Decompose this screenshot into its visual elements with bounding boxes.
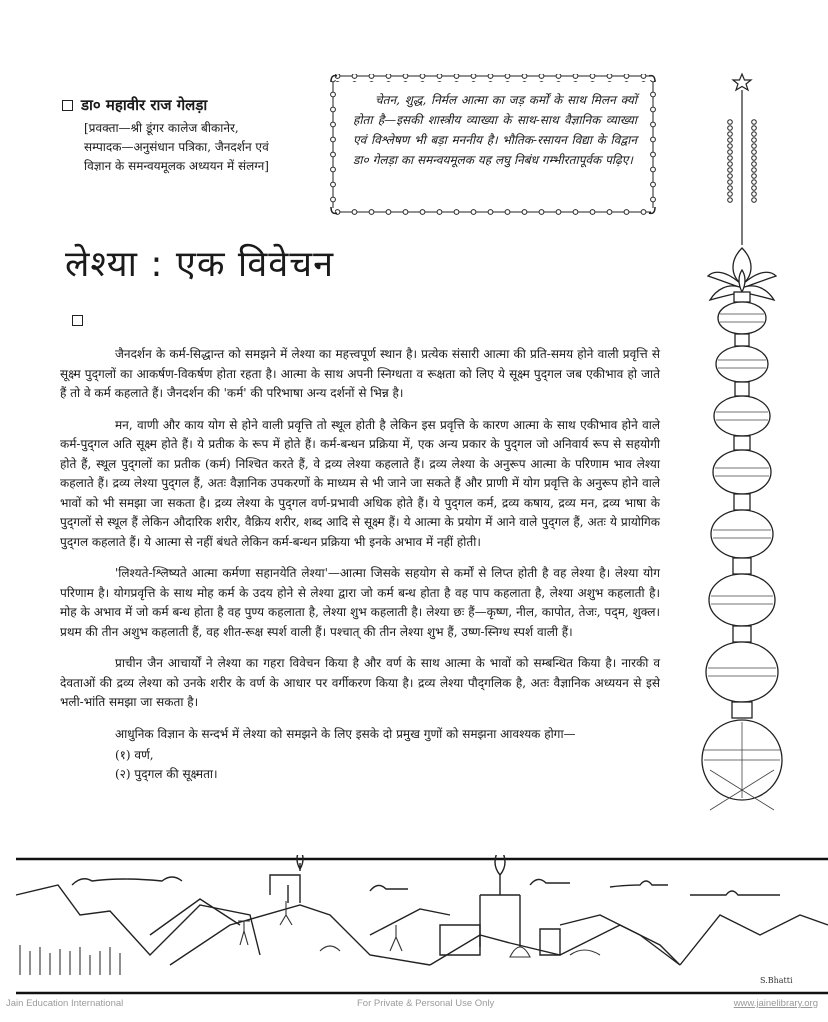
- paragraph: 'लिश्यते-श्लिष्यते आत्मा कर्मणा सहानयेति लेश्या'—आत्मा जिसके सहयोग से कर्मों से लिप्त होती है वह लेश्या है। लेश्या योग परिणाम है। योगप्रवृत्ति के साथ मोह कर्म के उदय होने से लेश्या द्वारा जो कर्म बन्ध होता है वह पाप कहलाता है, लेश्या अशुभ कहलाती है। मोह के अभाव में जो कर्म बन्ध होता है वह पुण्य कहलाता है, लेश्या शुभ कहलाती है। लेश्या छः हैं—कृष्ण, नील, कापोत, तेजः, पद्‌म, शुक्ल। प्रथम की तीन अशुभ कहलाती हैं, वह शीत-रूक्ष स्पर्श वाली हैं। पश्चात् की तीन लेश्या शुभ हैं, उष्ण-स्निग्ध स्पर्श वाली हैं।: [60, 566, 660, 639]
- page-footer: [0, 996, 828, 1016]
- paragraph: प्राचीन जैन आचार्यों ने लेश्या का गहरा विवेचन किया है और वर्ण के साथ आत्मा के भावों को सम्बन्धित किया है। नारकी व देवताओं की द्रव्य लेश्या को उनके शरीर के वर्ण के आधार पर वर्गीकरण किया है। द्रव्य लेश्या पौद्‌गलिक है, अतः वैज्ञानिक अध्ययन से इसे भली-भांति समझा जा सकता है।: [60, 656, 660, 709]
- lamp-pillar-illustration: [700, 70, 790, 850]
- landscape-illustration: [0, 855, 828, 995]
- affiliation-line: [प्रवक्ता—श्री डूंगर कालेज बीकानेर,: [84, 121, 239, 135]
- article-title: लेश्या : एक विवेचन: [65, 244, 335, 285]
- author-heading: [62, 95, 322, 115]
- square-bullet-icon: [72, 315, 83, 326]
- paragraph: जैनदर्शन के कर्म-सिद्धान्त को समझने में लेश्या का महत्त्वपूर्ण स्थान है। प्रत्येक संसारी आत्मा की प्रति-समय होने वाली प्रवृत्ति से सूक्ष्म पुद्‌गलों का आकर्षण-विकर्षण होता रहता है। आत्मा के साथ अपनी स्निग्धता व रूक्षता को लिए ये सूक्ष्म पुद्‌गल जब एकीभाव हो जाते हैं तो वे कर्म कहलाते हैं। जैनदर्शन की 'कर्म' की परिभाषा अन्य दर्शनों से भिन्न है।: [60, 347, 660, 400]
- footer-publisher: Jain Education International: [6, 998, 124, 1009]
- properties-list: [115, 746, 660, 784]
- author-name: डा० महावीर राज गेलड़ा: [81, 96, 208, 114]
- affiliation-line: सम्पादक—अनुसंधान पत्रिका, जैनदर्शन एवं: [84, 140, 269, 154]
- author-affiliation: [84, 119, 322, 176]
- affiliation-line: विज्ञान के समन्वयमूलक अध्ययन में संलग्न]: [84, 159, 269, 173]
- intro-text: चेतन, शुद्ध, निर्मल आत्मा का जड़ कर्मों के साथ मिलन क्यों होता है—इसकी शास्त्रीय व्याख्या के साथ-साथ वैज्ञानिक व्याख्या एवं विश्लेषण भी बड़ा मननीय है। भौतिक-रसायन विद्या के विद्वान डा० गेलड़ा का समन्वयमूलक यह लघु निबंध गम्भीरतापूर्वक पढ़िए।: [353, 93, 637, 167]
- article-body: [60, 345, 660, 784]
- list-item: (२) पुद्‌गल की सूक्ष्मता।: [115, 767, 218, 781]
- star-icon: [733, 74, 751, 90]
- footer-website-link[interactable]: www.jainelibrary.org: [733, 998, 818, 1009]
- intro-box: [329, 72, 657, 217]
- footer-usage-note: For Private & Personal Use Only: [357, 998, 495, 1009]
- paragraph: आधुनिक विज्ञान के सन्दर्भ में लेश्या को समझने के लिए इसके दो प्रमुख गुणों को समझना आवश्यक होगा—: [115, 726, 576, 741]
- square-bullet-icon: [62, 100, 73, 111]
- paragraph: मन, वाणी और काय योग से होने वाली प्रवृत्ति तो स्थूल होती है लेकिन इस प्रवृत्ति के कारण आत्मा के साथ एकीभाव होने वाले कर्म-पुद्‌गल अति सूक्ष्म होते हैं। ये प्रतीक के रूप में होते हैं। कर्म-बन्धन प्रक्रिया में, एक अन्य प्रकार के पुद्‌गल जो अनिवार्य रूप से सहयोगी होते हैं, स्थूल पुद्‌गलों का प्रतीक (कर्म) निश्चित करते हैं, वे द्रव्य लेश्या कहलाते हैं। द्रव्य लेश्या के अनुरूप आत्मा के परिणाम भाव लेश्या कहलाते हैं। द्रव्य लेश्या पुद्‌गल हैं, अतः वैज्ञानिक उपकरणों के माध्यम से भी जाने जा सकते हैं और प्राणी में योग प्रवृत्ति के अनुरूप होने वाले भावों को भी समझा जा सकता है। द्रव्य लेश्या के पुद्‌गल वर्ण-प्रभावी अधिक होते हैं। ये पुद्‌गल कर्म, द्रव्य कषाय, द्रव्य मन, द्रव्य भाषा के पुद्‌गलों से स्थूल हैं लेकिन औदारिक शरीर, वैक्रिय शरीर, शब्द आदि से सूक्ष्म हैं। ये आत्मा के प्रयोग में आने वाले पुद्‌गल हैं, अतः ये प्रायोगिक पुद्‌गल कहलाते हैं। ये आत्मा से नहीं बंधते लेकिन कर्म-बन्धन प्रक्रिया भी इनके अभाव में नहीं होती।: [60, 417, 660, 549]
- artist-signature: S.Bhatti: [760, 976, 793, 985]
- list-item: (१) वर्ण,: [115, 748, 154, 762]
- author-block: [62, 95, 322, 176]
